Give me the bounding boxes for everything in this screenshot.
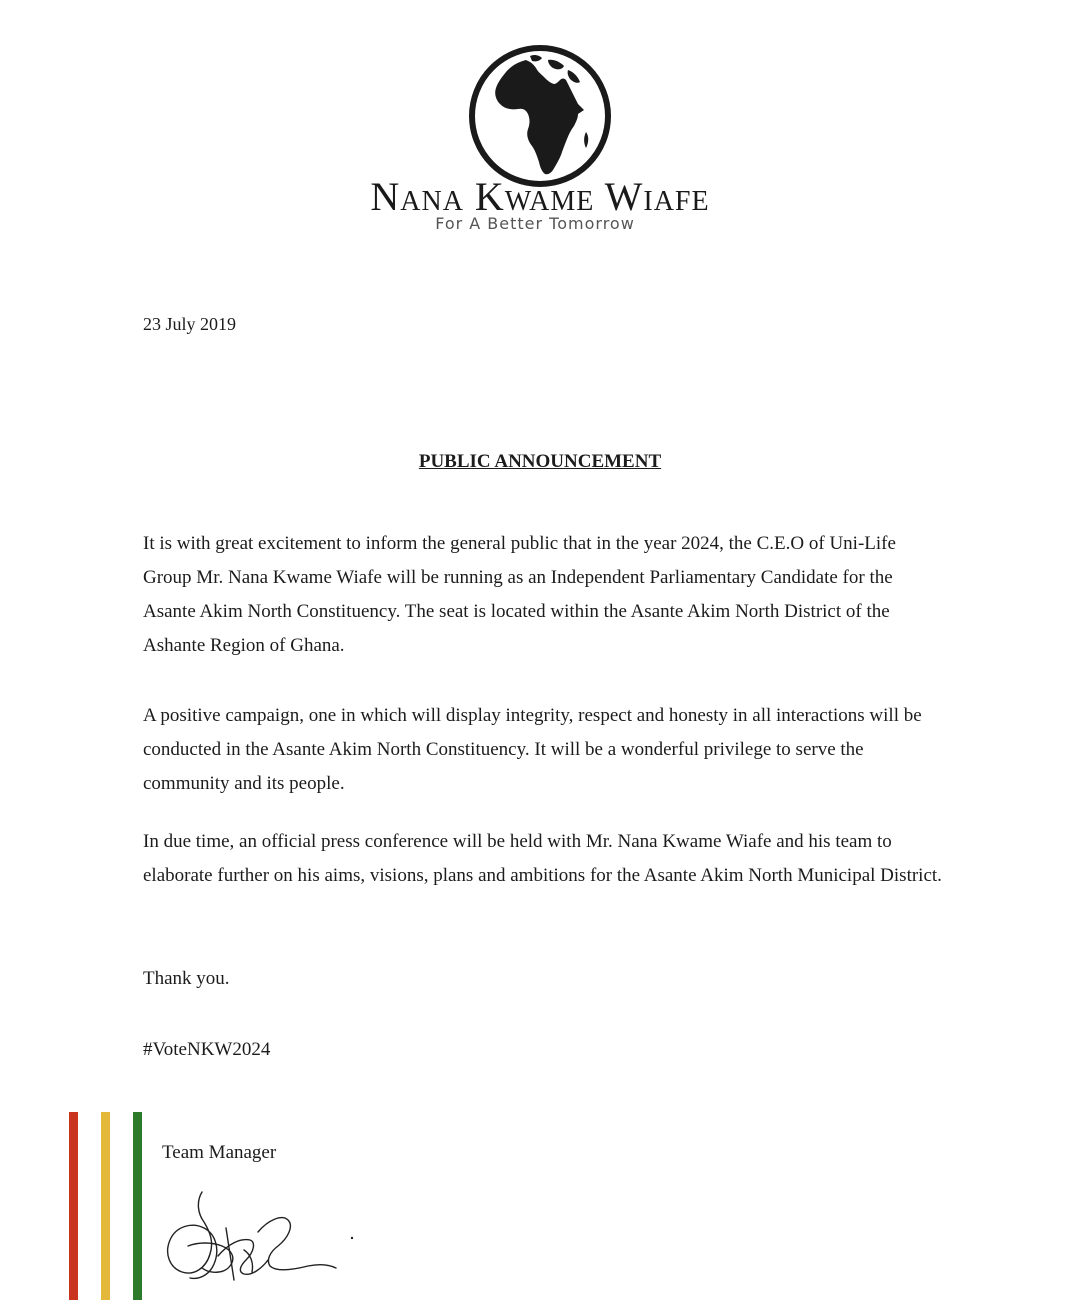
green-stripe [133, 1112, 142, 1300]
red-stripe [69, 1112, 78, 1300]
handwritten-signature [158, 1180, 368, 1292]
yellow-stripe [101, 1112, 110, 1300]
body-paragraph-1: It is with great excitement to inform the general public that in the year 2024, the C.E.O of Uni-Life Group Mr. Nana Kwame Wiafe will be running as an Independent Parliamentary Candidate for the Asante Akim North Constituency. The seat is located within the Asante Akim North District of the Ashante Region of Ghana. [143, 533, 896, 656]
campaign-hashtag: #VoteNKW2024 [143, 1039, 271, 1060]
body-paragraph-3: In due time, an official press conference will be held with Mr. Nana Kwame Wiafe and his team to elaborate further on his aims, visions, plans and ambitions for the Asante Akim North Municipal District. [143, 831, 942, 886]
brand-tagline: For A Better Tomorrow [435, 214, 635, 233]
announcement-heading: PUBLIC ANNOUNCEMENT [418, 451, 662, 472]
signer-title: Team Manager [162, 1142, 277, 1163]
globe-africa-icon [468, 44, 612, 188]
body-paragraph-2: A positive campaign, one in which will display integrity, respect and honesty in all interactions will be conducted in the Asante Akim North Constituency. It will be a wonderful privilege to serve the community and its people. [143, 705, 922, 794]
brand-name: Nana Kwame Wiafe [370, 174, 710, 219]
letter-date: 23 July 2019 [143, 314, 237, 334]
closing-line: Thank you. [143, 968, 230, 989]
